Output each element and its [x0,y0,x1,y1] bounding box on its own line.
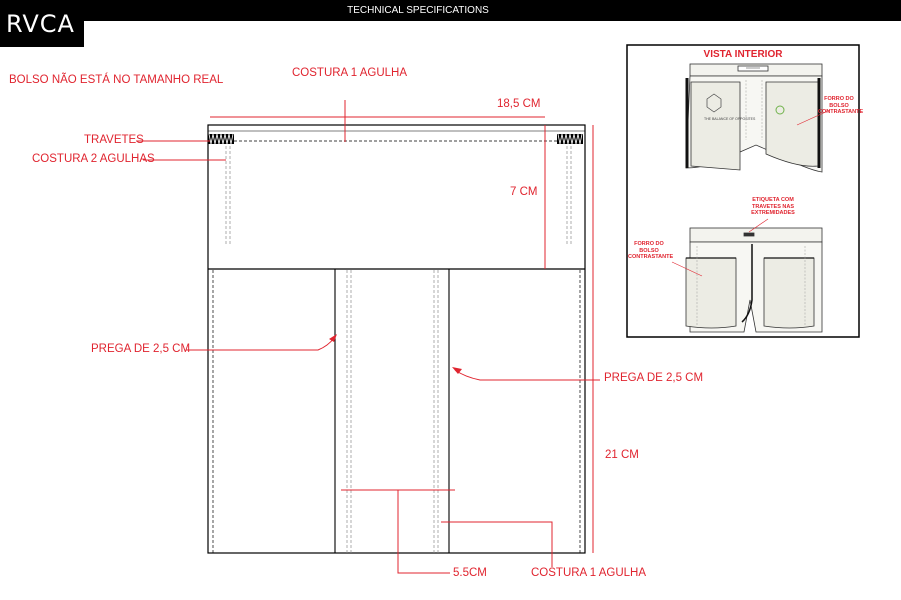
prega-left-arrowhead [329,334,337,342]
label-costura-1-agulha-top: COSTURA 1 AGULHA [292,67,408,79]
label-height-21cm: 21 CM [605,449,639,461]
prega-right-arrow [455,370,600,380]
inset-title: VISTA INTERIOR [703,49,783,60]
label-prega-left: PREGA DE 2,5 CM [91,343,191,355]
page-title: TECHNICAL SPECIFICATIONS [347,5,489,16]
label-flap-7cm: 7 CM [510,186,538,198]
costura-bottom-leader [441,522,552,567]
label-travetes: TRAVETES [84,134,144,146]
inset-patch-text: THE BALANCE OF OPPOSITES [704,117,756,121]
label-center-5-5cm: 5.5CM [453,567,487,579]
bartack-left [208,134,234,144]
center-width-leader [398,490,450,573]
bartack-right [557,134,583,144]
note-not-real-size: BOLSO NÃO ESTÁ NO TAMANHO REAL [9,74,224,86]
label-costura-1-agulha-bottom: COSTURA 1 AGULHA [531,567,647,579]
inset-shorts-bottom [686,228,822,332]
inset-label-forro-right: FORRO DO BOLSO CONTRASTANTE [818,96,864,115]
label-prega-right: PREGA DE 2,5 CM [604,372,704,384]
brand-logo-text: RVCA [6,10,75,38]
label-width-18-5cm: 18,5 CM [497,98,541,110]
inset-label-etiqueta: ETIQUETA COM TRAVETES NAS EXTREMIDADES [751,197,795,216]
label-costura-2-agulhas: COSTURA 2 AGULHAS [32,153,155,165]
inset-label-forro-left: FORRO DO BOLSO CONTRASTANTE [628,241,674,260]
